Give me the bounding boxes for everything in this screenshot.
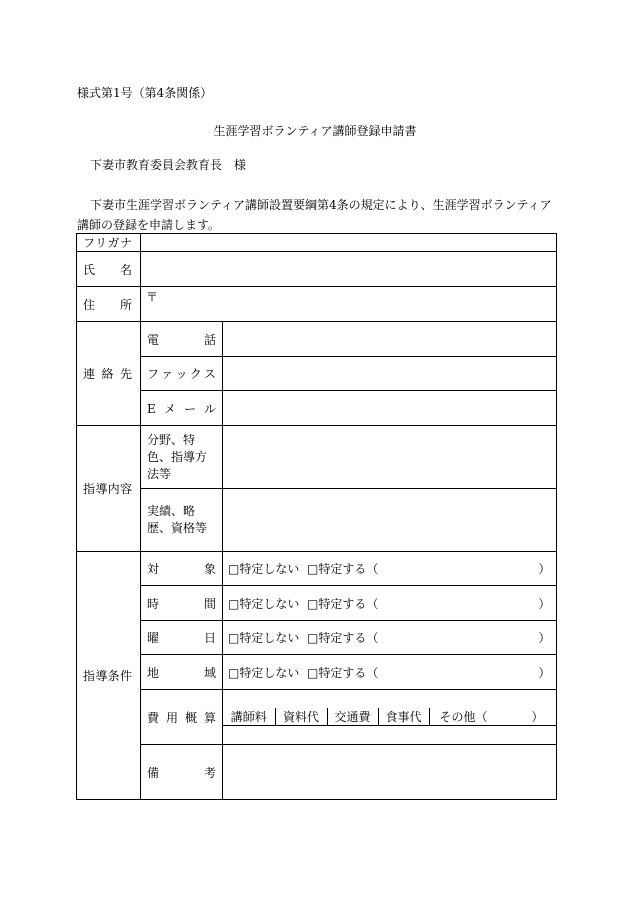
fee-other-close: ） — [531, 710, 544, 724]
area-options — [223, 655, 557, 690]
addressee: 下妻市教育委員会教育長 様 — [90, 158, 247, 172]
fax-field[interactable] — [223, 357, 557, 391]
form-number: 様式第1号（第4条関係） — [77, 86, 213, 100]
postal-mark: 〒 — [146, 290, 159, 304]
weekday-close-paren: ） — [538, 631, 551, 645]
document-title: 生涯学習ボランティア講師登録申請書 — [213, 124, 417, 138]
remarks-field[interactable] — [223, 745, 557, 800]
time-close-paren: ） — [538, 596, 551, 611]
fax-label: ファックス — [141, 357, 223, 391]
email-field[interactable] — [223, 391, 557, 426]
target-options — [223, 552, 557, 586]
weekday-row — [77, 621, 557, 655]
fee-header-meals: 食事代 — [378, 708, 429, 726]
target-not-specified-checkbox[interactable]: □特定しない — [228, 562, 300, 576]
time-label: 時間 — [141, 586, 223, 621]
remarks-row — [77, 745, 557, 800]
fees-grid — [223, 690, 557, 745]
address-field[interactable] — [141, 287, 557, 322]
area-row — [77, 655, 557, 690]
furigana-label: フリガナ — [77, 234, 141, 252]
target-label: 対象 — [141, 552, 223, 586]
target-specified-checkbox[interactable]: □特定する（ — [306, 562, 379, 576]
fee-header-other — [429, 708, 556, 726]
address-row — [77, 287, 557, 322]
guidance-field-input[interactable] — [223, 426, 557, 489]
target-row — [77, 552, 557, 586]
weekday-specified-checkbox[interactable]: □特定する（ — [306, 631, 379, 645]
fees-label: 費用概算 — [141, 690, 223, 745]
fee-transport-field[interactable] — [327, 726, 378, 727]
guidance-field-label: 分野、特色、指導方法等 — [141, 426, 223, 489]
name-field[interactable] — [141, 252, 557, 287]
fees-row — [77, 690, 557, 745]
fee-materials-field[interactable] — [275, 726, 327, 727]
intro-text: 下妻市生涯学習ボランティア講師設置要綱第4条の規定により、生涯学習ボランティア講師の登録を申請します。 — [77, 198, 552, 232]
guidance-record-input[interactable] — [223, 489, 557, 552]
time-row — [77, 586, 557, 621]
guidance-field-row — [77, 426, 557, 489]
furigana-row — [77, 234, 557, 252]
phone-label: 電話 — [141, 322, 223, 357]
fee-header-transport: 交通費 — [327, 708, 378, 726]
time-specified-checkbox[interactable]: □特定する（ — [306, 596, 379, 611]
fee-other-label: その他（ — [439, 710, 488, 724]
fee-meals-field[interactable] — [378, 726, 429, 727]
phone-field[interactable] — [223, 322, 557, 357]
registration-form-table — [76, 233, 557, 800]
area-close-paren: ） — [538, 665, 551, 680]
fee-header-materials: 資料代 — [275, 708, 327, 726]
conditions-label: 指導条件 — [77, 552, 141, 800]
name-row — [77, 252, 557, 287]
contact-label: 連絡先 — [77, 322, 141, 426]
fax-row — [77, 357, 557, 391]
fee-other-field[interactable] — [429, 726, 556, 727]
fee-lecturer-field[interactable] — [223, 726, 275, 727]
time-options — [223, 586, 557, 621]
weekday-options — [223, 621, 557, 655]
weekday-not-specified-checkbox[interactable]: □特定しない — [228, 631, 300, 645]
furigana-field[interactable] — [141, 234, 557, 252]
guidance-record-row — [77, 489, 557, 552]
address-label: 住所 — [77, 287, 141, 322]
area-not-specified-checkbox[interactable]: □特定しない — [228, 665, 300, 680]
time-not-specified-checkbox[interactable]: □特定しない — [228, 596, 300, 611]
name-label: 氏名 — [77, 252, 141, 287]
weekday-label: 曜日 — [141, 621, 223, 655]
phone-row — [77, 322, 557, 357]
email-row — [77, 391, 557, 426]
fee-header-lecturer: 講師料 — [223, 708, 275, 726]
fees-table — [223, 708, 556, 726]
target-close-paren: ） — [538, 562, 551, 576]
email-label: Eメール — [141, 391, 223, 426]
guidance-label: 指導内容 — [77, 426, 141, 552]
guidance-record-label: 実績、略歴、資格等 — [141, 489, 223, 552]
remarks-label: 備考 — [141, 745, 223, 800]
area-label: 地域 — [141, 655, 223, 690]
area-specified-checkbox[interactable]: □特定する（ — [306, 665, 379, 680]
